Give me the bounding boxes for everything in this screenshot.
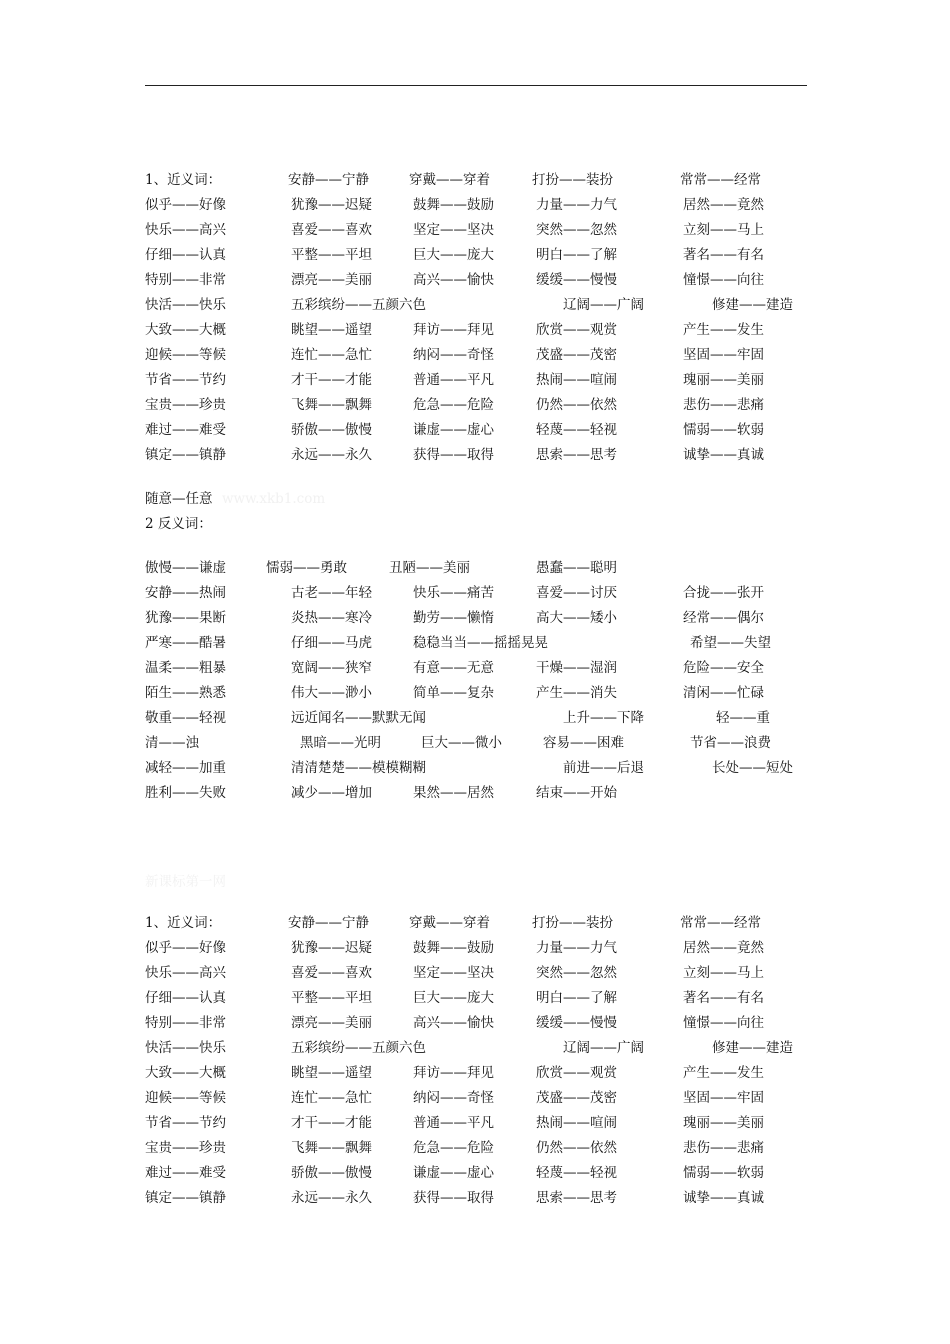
word-pair: 飞舞——飘舞 — [291, 1140, 372, 1156]
section3-line — [0, 1188, 950, 1208]
word-pair: 穿戴——穿着 — [409, 172, 490, 188]
word-pair: 迎候——等候 — [145, 1090, 226, 1106]
word-pair: 敬重——轻视 — [145, 710, 226, 726]
word-pair: 似乎——好像 — [145, 940, 226, 956]
word-pair: 仍然——依然 — [536, 1140, 617, 1156]
word-pair: 伟大——渺小 — [291, 685, 372, 701]
word-pair: 简单——复杂 — [413, 685, 494, 701]
word-pair: 纳闷——奇怪 — [413, 347, 494, 363]
word-pair: 获得——取得 — [413, 447, 494, 463]
word-pair: 温柔——粗暴 — [145, 660, 226, 676]
word-pair: 坚定——坚决 — [413, 965, 494, 981]
word-pair: 五彩缤纷——五颜六色 — [291, 297, 426, 313]
word-pair: 巨大——庞大 — [413, 247, 494, 263]
word-pair: 懦弱——勇敢 — [266, 560, 347, 576]
word-pair: 憧憬——向往 — [683, 272, 764, 288]
word-pair: 严寒——酷暑 — [145, 635, 226, 651]
word-pair: 坚定——坚决 — [413, 222, 494, 238]
word-pair: 才干——才能 — [291, 372, 372, 388]
word-pair: 宽阔——狭窄 — [291, 660, 372, 676]
word-pair: 鼓舞——鼓励 — [413, 197, 494, 213]
section1-line — [0, 420, 950, 440]
watermark2-line — [0, 872, 950, 892]
section3-line — [0, 1138, 950, 1158]
word-pair: 热闹——喧闹 — [536, 372, 617, 388]
word-pair: 普通——平凡 — [413, 1115, 494, 1131]
word-pair: 镇定——镇静 — [145, 1190, 226, 1206]
word-pair: 犹豫——迟疑 — [291, 940, 372, 956]
section2-line — [0, 758, 950, 778]
word-pair: 居然——竟然 — [683, 940, 764, 956]
word-pair: 干燥——湿润 — [536, 660, 617, 676]
word-pair: 减少——增加 — [291, 785, 372, 801]
word-pair: 永远——永久 — [291, 447, 372, 463]
section1-line — [0, 514, 950, 534]
section3-line — [0, 1088, 950, 1108]
word-pair: 果然——居然 — [413, 785, 494, 801]
word-pair: 清清楚楚——模模糊糊 — [291, 760, 426, 776]
word-pair: 黑暗——光明 — [300, 735, 381, 751]
word-pair: 憧憬——向往 — [683, 1015, 764, 1031]
section1-line — [0, 245, 950, 265]
word-pair: 明白——了解 — [536, 247, 617, 263]
word-pair: 安静——热闹 — [145, 585, 226, 601]
word-pair: 修建——建造 — [712, 297, 793, 313]
word-pair: 仔细——马虎 — [291, 635, 372, 651]
word-pair: 懦弱——软弱 — [683, 422, 764, 438]
section2-line — [0, 708, 950, 728]
word-pair: 远近闻名——默默无闻 — [291, 710, 426, 726]
section3-line — [0, 913, 950, 933]
word-pair: 坚固——牢固 — [683, 347, 764, 363]
word-pair: 平整——平坦 — [291, 990, 372, 1006]
word-pair: 特别——非常 — [145, 1015, 226, 1031]
section3-line — [0, 1013, 950, 1033]
word-pair: 骄傲——傲慢 — [291, 1165, 372, 1181]
word-pair: 鼓舞——鼓励 — [413, 940, 494, 956]
word-pair: 欣赏——观赏 — [536, 322, 617, 338]
section2-line — [0, 608, 950, 628]
word-pair: 立刻——马上 — [683, 965, 764, 981]
word-pair: 漂亮——美丽 — [291, 1015, 372, 1031]
word-pair: 打扮——装扮 — [532, 915, 613, 931]
word-pair: 上升——下降 — [563, 710, 644, 726]
word-pair: 轻蔑——轻视 — [536, 1165, 617, 1181]
word-pair: 胜利——失败 — [145, 785, 226, 801]
word-pair: 宝贵——珍贵 — [145, 397, 226, 413]
word-pair: 永远——永久 — [291, 1190, 372, 1206]
word-pair: 危险——安全 — [683, 660, 764, 676]
word-pair: 结束——开始 — [536, 785, 617, 801]
section3-line — [0, 938, 950, 958]
word-pair: 才干——才能 — [291, 1115, 372, 1131]
word-pair: 仔细——认真 — [145, 247, 226, 263]
word-pair: 傲慢——谦虚 — [145, 560, 226, 576]
word-pair: 仔细——认真 — [145, 990, 226, 1006]
word-pair: 缓缓——慢慢 — [536, 272, 617, 288]
word-pair: 犹豫——果断 — [145, 610, 226, 626]
word-pair: 长处——短处 — [712, 760, 793, 776]
word-pair: 打扮——装扮 — [532, 172, 613, 188]
word-pair: 普通——平凡 — [413, 372, 494, 388]
word-pair: 穿戴——穿着 — [409, 915, 490, 931]
word-pair: 缓缓——慢慢 — [536, 1015, 617, 1031]
word-pair: 迎候——等候 — [145, 347, 226, 363]
word-pair: 镇定——镇静 — [145, 447, 226, 463]
word-pair: 似乎——好像 — [145, 197, 226, 213]
section2-line — [0, 633, 950, 653]
word-pair: 合拢——张开 — [683, 585, 764, 601]
word-pair: 五彩缤纷——五颜六色 — [291, 1040, 426, 1056]
word-pair: 眺望——遥望 — [291, 322, 372, 338]
word-pair: 产生——发生 — [683, 322, 764, 338]
word-pair: 茂盛——茂密 — [536, 1090, 617, 1106]
word-pair: 喜爱——喜欢 — [291, 222, 372, 238]
word-pair: 安静——宁静 — [288, 172, 369, 188]
word-pair: 懦弱——软弱 — [683, 1165, 764, 1181]
word-pair: 清闲——忙碌 — [683, 685, 764, 701]
word-pair: 炎热——寒冷 — [291, 610, 372, 626]
section3-line — [0, 1038, 950, 1058]
word-pair: 坚固——牢固 — [683, 1090, 764, 1106]
word-pair: 巨大——微小 — [421, 735, 502, 751]
word-pair: 思索——思考 — [536, 447, 617, 463]
word-pair: 诚挚——真诚 — [683, 447, 764, 463]
section1-line — [0, 270, 950, 290]
word-pair: 居然——竟然 — [683, 197, 764, 213]
word-pair: 纳闷——奇怪 — [413, 1090, 494, 1106]
section3-line — [0, 963, 950, 983]
word-pair: 清——浊 — [145, 735, 199, 751]
word-pair: 有意——无意 — [413, 660, 494, 676]
word-pair: 减轻——加重 — [145, 760, 226, 776]
word-pair: 快活——快乐 — [145, 297, 226, 313]
word-pair: 轻蔑——轻视 — [536, 422, 617, 438]
section2-line — [0, 783, 950, 803]
word-pair: 特别——非常 — [145, 272, 226, 288]
word-pair: 节省——节约 — [145, 372, 226, 388]
section2-line — [0, 658, 950, 678]
word-pair: 悲伤——悲痛 — [683, 1140, 764, 1156]
word-pair: 力量——力气 — [536, 940, 617, 956]
section1-line — [0, 345, 950, 365]
section3-line — [0, 988, 950, 1008]
word-pair: 连忙——急忙 — [291, 347, 372, 363]
word-pair: 漂亮——美丽 — [291, 272, 372, 288]
word-pair: 愚蠢——聪明 — [536, 560, 617, 576]
word-pair: 1、近义词： — [145, 172, 222, 188]
section1-line — [0, 170, 950, 190]
word-pair: 飞舞——飘舞 — [291, 397, 372, 413]
word-pair: 2 反义词： — [145, 516, 212, 532]
word-pair: 宝贵——珍贵 — [145, 1140, 226, 1156]
word-pair: 产生——消失 — [536, 685, 617, 701]
word-pair: 喜爱——喜欢 — [291, 965, 372, 981]
section1-line — [0, 295, 950, 315]
word-pair: 拜访——拜见 — [413, 1065, 494, 1081]
word-pair: 喜爱——讨厌 — [536, 585, 617, 601]
word-pair: 经常——偶尔 — [683, 610, 764, 626]
word-pair: 连忙——急忙 — [291, 1090, 372, 1106]
word-pair: 思索——思考 — [536, 1190, 617, 1206]
word-pair: 危急——危险 — [413, 1140, 494, 1156]
section1-line — [0, 395, 950, 415]
word-pair: 1、近义词： — [145, 915, 222, 931]
word-pair: 大致——大概 — [145, 1065, 226, 1081]
word-pair: 力量——力气 — [536, 197, 617, 213]
word-pair: 著名——有名 — [683, 247, 764, 263]
word-pair: 谦虚——虚心 — [413, 1165, 494, 1181]
section1-line — [0, 445, 950, 465]
word-pair: 欣赏——观赏 — [536, 1065, 617, 1081]
word-pair: 瑰丽——美丽 — [683, 372, 764, 388]
word-pair: 获得——取得 — [413, 1190, 494, 1206]
section1-line — [0, 320, 950, 340]
section2-line — [0, 558, 950, 578]
word-pair: 快乐——高兴 — [145, 222, 226, 238]
word-pair: 诚挚——真诚 — [683, 1190, 764, 1206]
word-pair: 陌生——熟悉 — [145, 685, 226, 701]
word-pair: 骄傲——傲慢 — [291, 422, 372, 438]
word-pair: 快活——快乐 — [145, 1040, 226, 1056]
section1-line — [0, 195, 950, 215]
watermark-text: www.xkb1.com — [222, 491, 326, 507]
word-pair: 突然——忽然 — [536, 222, 617, 238]
word-pair: 眺望——遥望 — [291, 1065, 372, 1081]
section1-line — [0, 220, 950, 240]
word-pair: 常常——经常 — [680, 172, 761, 188]
word-pair: 瑰丽——美丽 — [683, 1115, 764, 1131]
word-pair: 丑陋——美丽 — [389, 560, 470, 576]
word-pair: 危急——危险 — [413, 397, 494, 413]
word-pair: 稳稳当当——摇摇晃晃 — [413, 635, 548, 651]
word-pair: 悲伤——悲痛 — [683, 397, 764, 413]
word-pair: 立刻——马上 — [683, 222, 764, 238]
section3-line — [0, 1063, 950, 1083]
word-pair: 巨大——庞大 — [413, 990, 494, 1006]
watermark-text: 新课标第一网 — [145, 874, 226, 890]
word-pair: 希望——失望 — [690, 635, 771, 651]
word-pair: 仍然——依然 — [536, 397, 617, 413]
word-pair: 拜访——拜见 — [413, 322, 494, 338]
word-pair: 前进——后退 — [563, 760, 644, 776]
word-pair: 古老——年轻 — [291, 585, 372, 601]
word-pair: 辽阔——广阔 — [563, 1040, 644, 1056]
word-pair: 难过——难受 — [145, 422, 226, 438]
word-pair: 安静——宁静 — [288, 915, 369, 931]
word-pair: 犹豫——迟疑 — [291, 197, 372, 213]
section1-line — [0, 370, 950, 390]
section3-line — [0, 1113, 950, 1133]
word-pair: 容易——困难 — [543, 735, 624, 751]
word-pair: 平整——平坦 — [291, 247, 372, 263]
word-pair: 大致——大概 — [145, 322, 226, 338]
word-pair: 高兴——愉快 — [413, 272, 494, 288]
word-pair: 茂盛——茂密 — [536, 347, 617, 363]
section2-line — [0, 583, 950, 603]
word-pair: 勤劳——懒惰 — [413, 610, 494, 626]
word-pair: 热闹——喧闹 — [536, 1115, 617, 1131]
section2-line — [0, 683, 950, 703]
word-pair: 常常——经常 — [680, 915, 761, 931]
word-pair: 突然——忽然 — [536, 965, 617, 981]
word-pair: 产生——发生 — [683, 1065, 764, 1081]
word-pair: 快乐——高兴 — [145, 965, 226, 981]
word-pair: 节省——浪费 — [690, 735, 771, 751]
word-pair: 高大——矮小 — [536, 610, 617, 626]
section1-line — [0, 489, 950, 509]
section2-line — [0, 733, 950, 753]
word-pair: 谦虚——虚心 — [413, 422, 494, 438]
word-pair: 快乐——痛苦 — [413, 585, 494, 601]
word-pair: 难过——难受 — [145, 1165, 226, 1181]
word-pair: 辽阔——广阔 — [563, 297, 644, 313]
word-pair: 轻——重 — [716, 710, 770, 726]
section3-line — [0, 1163, 950, 1183]
header-rule — [145, 85, 807, 86]
word-pair: 节省——节约 — [145, 1115, 226, 1131]
word-pair: 高兴——愉快 — [413, 1015, 494, 1031]
word-pair: 随意—任意 — [145, 491, 213, 507]
word-pair: 修建——建造 — [712, 1040, 793, 1056]
word-pair: 著名——有名 — [683, 990, 764, 1006]
word-pair: 明白——了解 — [536, 990, 617, 1006]
